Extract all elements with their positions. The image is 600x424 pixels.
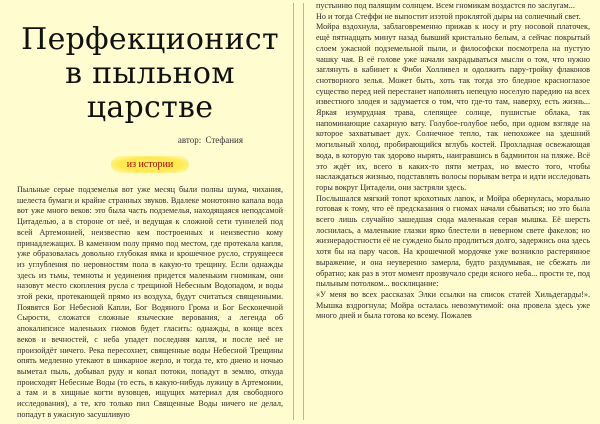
paragraph: «У меня во всех рассказах Элки ссылки на список статей Хильдегарды!». Мышка вздрогнула; Мойра осталась невозмутимой: она провела здесь уже много дней и была готова ко всему. Пожалев [316, 289, 590, 321]
series-link-wrap [17, 154, 283, 173]
paragraph: Мойра вздохнула, заблаговременно прижав к носу и рту носовой платочек, ещё пятнадцать минут назад бывший кристально белым, а сейчас покрытый слоем ужасной подземельной пыли, и философски посмотрела на пустую чашку чая. В её голове уже начали закрадываться мысли о том, что нужно заглянуть в кабинет к Фиби Холливел и одолжить пару-тройку флаконов снотворного зелья. Может быть, хоть так тогда это бледное красноглазое существо перед ней перестанет наполнять непецую носелую паредию на всех известного злодея и задумается о том, что где-то там, наверху, есть жизнь... Яркая изумрудная трава, слепящее солнце, пушистые облака, так напоминающие сахарную вату. Голубое-голубое небо, при одном взгляде на которое захватывает дух. Солнечное тепло, так непохожее на здешний могильный холод, пробирающийся вглубь костей. Прохладная освежающая вода, в которую так здорово нырять, наигравшись в бадминтон на пляже. Всё это ждёт их, всего в каких-то пяти метрах, но вместо того, чтобы наслаждаться жизнью, подставлять волосы порывам ветра и идти исследовать горы вокруг Цитадели, они застряли здесь. [316, 22, 590, 192]
book-gutter [294, 0, 303, 424]
story-title: Перфекционист в пыльном царстве [21, 22, 279, 125]
paragraph: Послышался мягкий топот крохотных лапок, и Мойра обернулась, морально готовая к тому, что её предсказания о гномах начали сбываться; но это была всего лишь случайно зашедшая сюда маленькая серая мышка. Её шерсть лоснилась, а маленькие глазки ярко блестели в неверном свете факелов; но жизнерадостности её не суждено было продлиться долго, задержись она здесь хотя бы на пару часов. На крошечной мордочке уже возникло растерянное выражение, и она неуверенно замерла, будто раздумывая, не сбежать ли обратно; как раз в этот момент прозвучало среди ясного неба... прости те, под пыльным потолком... восклицание: [316, 193, 590, 289]
left-page-text [17, 185, 283, 420]
right-page-text [316, 3, 590, 322]
author-name: Стефания [205, 135, 243, 145]
series-link[interactable]: из истории [111, 156, 190, 173]
paragraph: Пыльные серые подземелья вот уже месяц были полны шума, чихания, шелеста бумаги и крайне странных звуков. Вдалеке монотонно капала вода вот уже много веков: это была часть подземелья, находящаяся неподсамой Цитаделью, а в стороне от неё, и ведущая к сложной сети туннелей под всей Артемонией, неизвестно кем построенных и неизвестно кому принадлежащих. В каменном полу прямо под местом, где протекала капля, уже образовалась довольно глубокая ямка и крошечное русло, струящееся из углубления по неровностям пола в какую-то трещину. Если однажды здесь из тьмы, темноты и уединения придется маленьким гномикам, они назовут место скопления русла с трещиной Небесным Водопадом, и воды этой реки, протекающей прямо из воздуха, будут считаться священными. Появятся Бог Небесной Капли, Бог Водяного Грома и Бог Бесконечной Сырости, сложатся сложные языческие верования, а легенда об апокалипсисе маленьких гномов будет гласить: однажды, в конце всех веков и вечностей, с неба упадет последняя капля, и после неё не произойдёт ничего. Река пересохнет, священные воды Небесной Трещины опять медленно утекают в шикарное жерло, и тогда те, кто днено и ночью выметал пыль, добывал руду и копал потоки, попадут в землю, откуда происходят Небесные Воды (то есть, в какую-нибудь лужицу в Артемонии, а там и в хищные когти вузовцев, ищущих материал для свободного исследования), а те, кто только пил Священные Воды ничего не делал, попадут в ужасную засушливую [17, 185, 283, 419]
paragraph: пустынню под палящим солнцем. Всем гномикам воздастся по заслугам... [316, 3, 575, 10]
author-label: автор: [177, 135, 202, 145]
author-line [17, 135, 243, 145]
paragraph: Но и тогда Стеффи не выпостит изэтой проклятой дыры на солнечный свет. [316, 11, 581, 21]
right-page [303, 3, 596, 420]
left-page [3, 3, 294, 420]
